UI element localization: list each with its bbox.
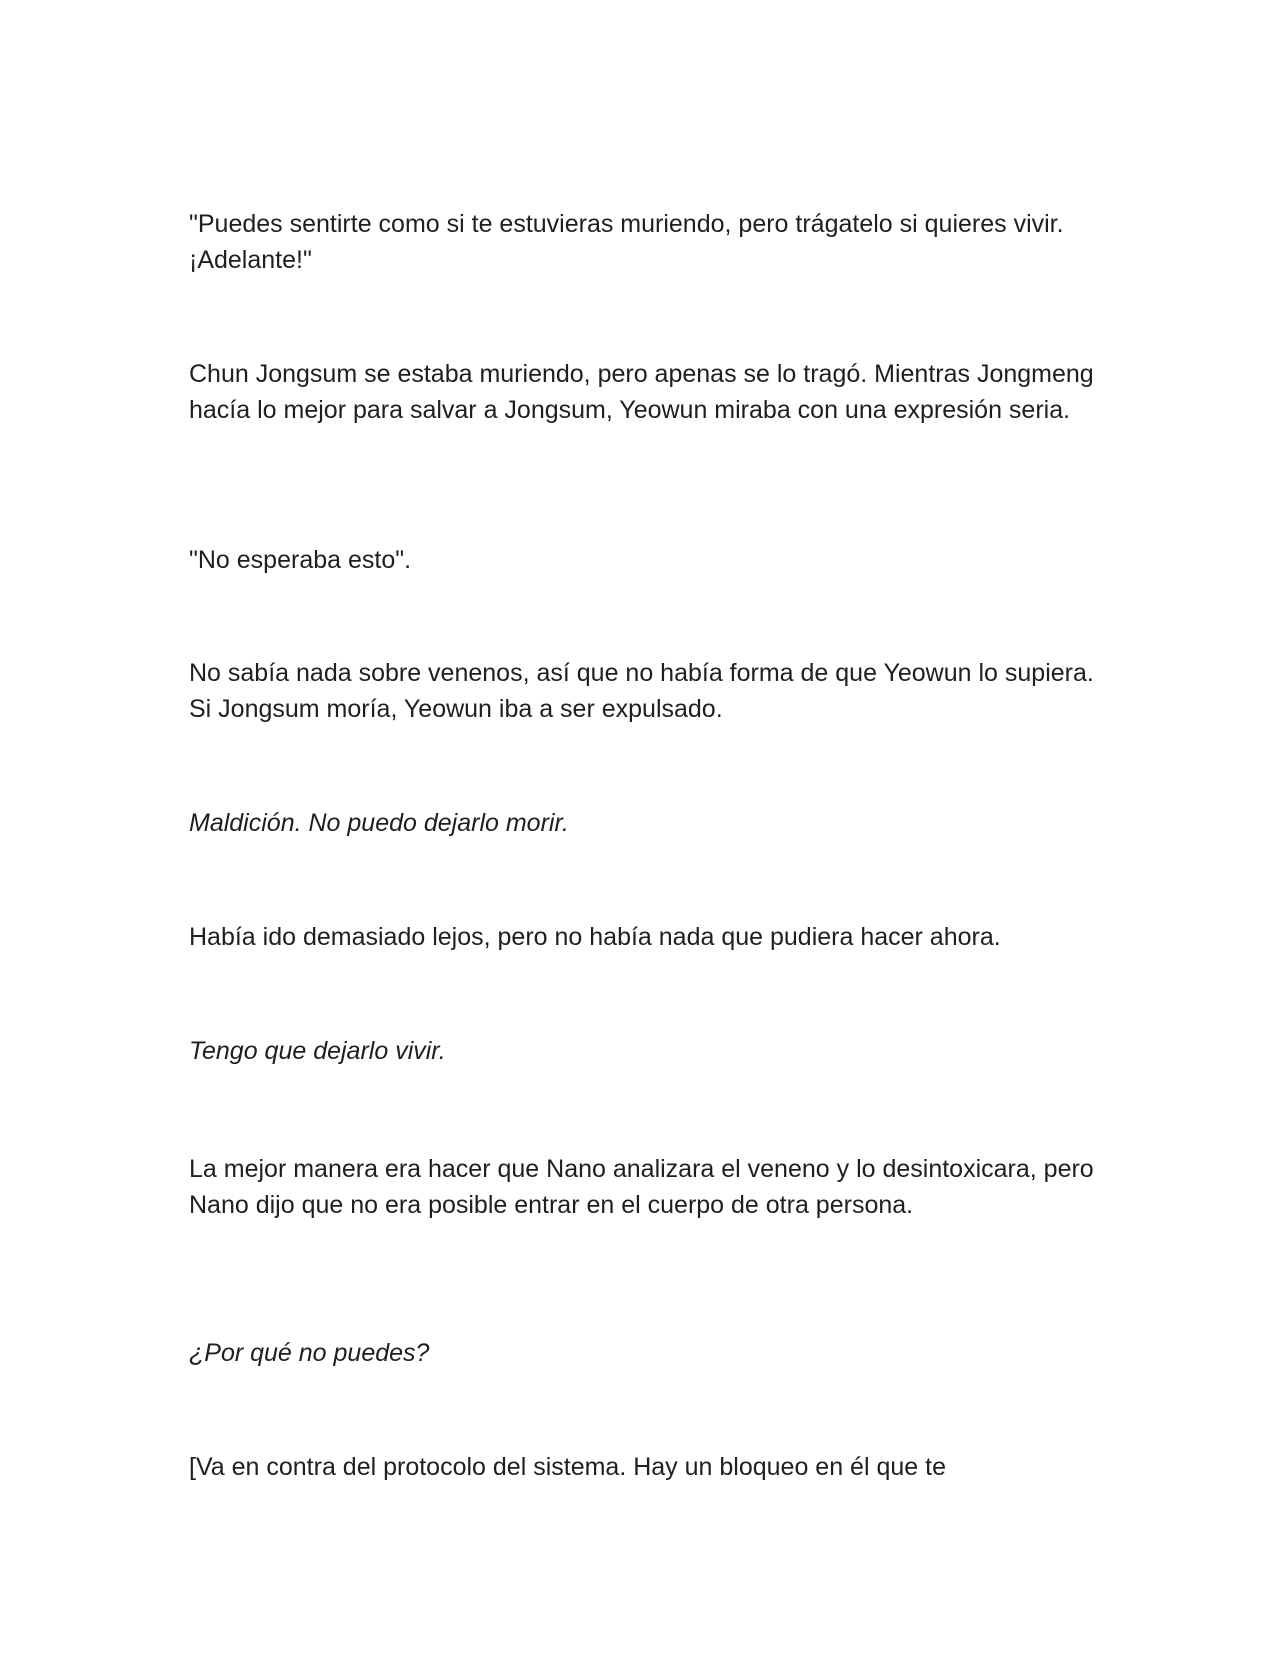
paragraph-thought: Tengo que dejarlo vivir. (189, 1037, 446, 1065)
paragraph-dialogue: "No esperaba esto". (189, 546, 412, 574)
paragraph-thought: Maldición. No puedo dejarlo morir. (189, 809, 569, 837)
paragraph-system-message: [Va en contra del protocolo del sistema. Hay un bloqueo en él que te (189, 1453, 946, 1481)
paragraph-narration: Había ido demasiado lejos, pero no había nada que pudiera hacer ahora. (189, 923, 1001, 951)
paragraph-narration: No sabía nada sobre venenos, así que no había forma de que Yeowun lo supiera. Si Jongsum moría, Yeowun iba a ser expulsado. (189, 659, 1094, 723)
paragraph-thought: ¿Por qué no puedes? (189, 1339, 430, 1367)
paragraph-narration: La mejor manera era hacer que Nano analizara el veneno y lo desintoxicara, pero Nano dijo que no era posible entrar en el cuerpo de otra persona. (189, 1155, 1094, 1219)
paragraph-narration: Chun Jongsum se estaba muriendo, pero apenas se lo tragó. Mientras Jongmeng hacía lo mejor para salvar a Jongsum, Yeowun miraba con una expresión seria. (189, 360, 1094, 424)
paragraph-dialogue: "Puedes sentirte como si te estuvieras muriendo, pero trágatelo si quieres vivir. ¡Adelante!" (189, 210, 1064, 274)
